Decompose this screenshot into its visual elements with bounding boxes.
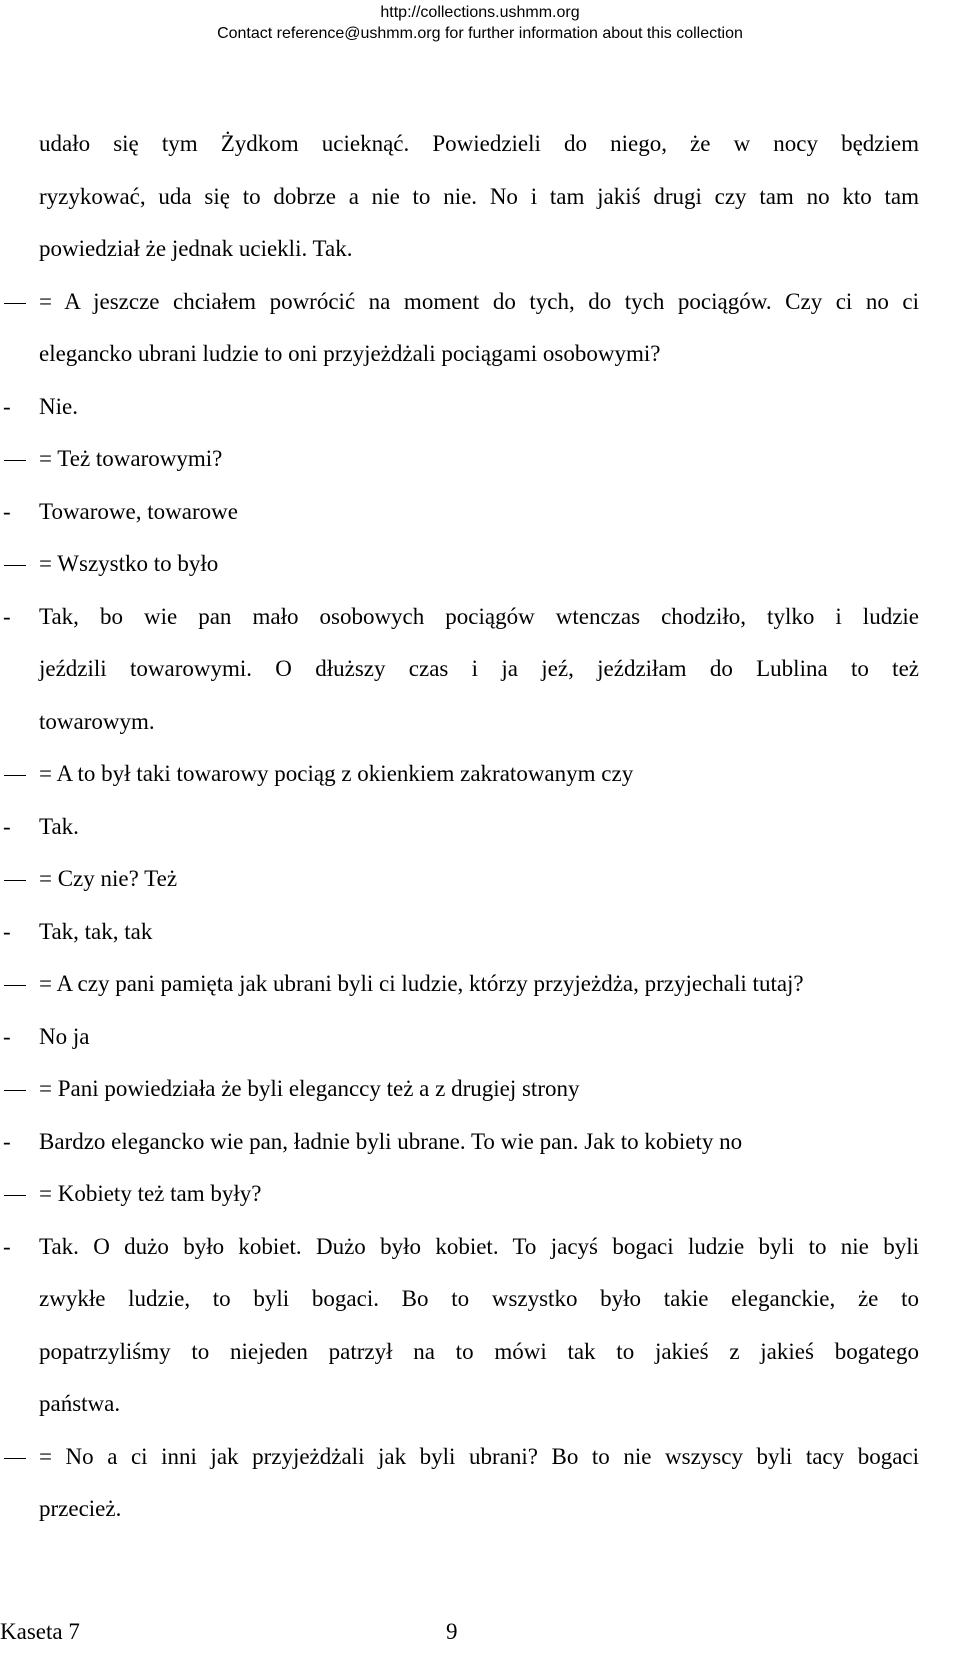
footer-tape-label: Kaseta 7 bbox=[0, 1619, 80, 1644]
transcript-line: zwykłe ludzie, to byli bogaci. Bo to wszystko było takie eleganckie, że to bbox=[39, 1286, 919, 1311]
transcript-line: Tak. O dużo było kobiet. Dużo było kobiet. To jacyś bogaci ludzie byli to nie byli bbox=[39, 1233, 919, 1259]
interviewer-question bbox=[39, 433, 919, 486]
transcript-line: Tak, bo wie pan mało osobowych pociągów wtenczas chodziło, tylko i ludzie bbox=[39, 603, 919, 629]
interviewer-question bbox=[39, 1168, 919, 1221]
transcript-line: = A jeszcze chciałem powrócić na moment do tych, do tych pociągów. Czy ci no ci bbox=[39, 288, 919, 314]
transcript-body bbox=[3, 118, 919, 1536]
transcript-line: jeździli towarowymi. O dłuższy czas i ja jeź, jeździłam do Lublina to też bbox=[39, 656, 919, 681]
witness-hyphen-marker: - bbox=[3, 813, 11, 839]
witness-answer bbox=[3, 801, 919, 854]
witness-answer bbox=[3, 1221, 919, 1431]
witness-hyphen-marker: - bbox=[3, 918, 11, 944]
transcript-line: = Pani powiedziała że byli eleganccy też a z drugiej strony bbox=[39, 1076, 580, 1101]
witness-answer bbox=[3, 1116, 919, 1169]
witness-hyphen-marker: - bbox=[3, 498, 11, 524]
header-contact: Contact reference@ushmm.org for further information about this collection bbox=[217, 25, 743, 42]
transcript-line: Nie. bbox=[39, 393, 78, 419]
witness-hyphen-marker: - bbox=[3, 1128, 11, 1154]
witness-hyphen-marker: - bbox=[3, 1233, 11, 1259]
transcript-line: = No a ci inni jak przyjeżdżali jak byli ubrani? Bo to nie wszyscy byli tacy bogaci bbox=[39, 1443, 919, 1469]
witness-hyphen-marker: - bbox=[3, 603, 11, 629]
transcript-line: Towarowe, towarowe bbox=[39, 498, 238, 524]
footer-page-number: 9 bbox=[446, 1619, 458, 1644]
transcript-line: ryzykować, uda się to dobrze a nie to nie. No i tam jakiś drugi czy tam no kto tam bbox=[39, 183, 919, 209]
interviewer-question bbox=[39, 538, 919, 591]
interviewer-question bbox=[39, 958, 919, 1011]
transcript-line: udało się tym Żydkom ucieknąć. Powiedzieli do niego, że w nocy będziem bbox=[39, 131, 919, 156]
witness-hyphen-marker: - bbox=[3, 393, 11, 419]
witness-answer bbox=[3, 1011, 919, 1064]
transcript-line: popatrzyliśmy to niejeden patrzył na to mówi tak to jakieś z jakieś bogatego bbox=[39, 1338, 919, 1364]
witness-hyphen-marker: - bbox=[3, 1023, 11, 1049]
witness-answer bbox=[3, 381, 919, 434]
transcript-line: przecież. bbox=[39, 1496, 122, 1521]
transcript-line: Tak, tak, tak bbox=[39, 918, 153, 944]
witness-answer bbox=[3, 591, 919, 749]
header-url: http://collections.ushmm.org bbox=[380, 4, 580, 21]
transcript-line: Bardzo elegancko wie pan, ładnie byli ubrane. To wie pan. Jak to kobiety no bbox=[39, 1128, 743, 1154]
transcript-line: = Wszystko to było bbox=[39, 551, 219, 576]
transcript-line: elegancko ubrani ludzie to oni przyjeżdżali pociągami osobowymi? bbox=[39, 341, 661, 366]
transcript-line: państwa. bbox=[39, 1391, 121, 1416]
transcript-paragraph bbox=[39, 118, 919, 276]
interviewer-question bbox=[39, 748, 919, 801]
transcript-line: towarowym. bbox=[39, 708, 155, 734]
transcript-line: No ja bbox=[39, 1023, 90, 1049]
witness-answer bbox=[3, 486, 919, 539]
transcript-line: = A czy pani pamięta jak ubrani byli ci ludzie, którzy przyjeżdża, przyjechali tutaj? bbox=[39, 971, 804, 996]
interviewer-question bbox=[39, 276, 919, 381]
transcript-line: = Też towarowymi? bbox=[39, 446, 223, 471]
interviewer-question bbox=[39, 853, 919, 906]
transcript-line: = Kobiety też tam były? bbox=[39, 1181, 262, 1206]
interviewer-question bbox=[39, 1063, 919, 1116]
page-header bbox=[0, 0, 960, 44]
transcript-line: = Czy nie? Też bbox=[39, 866, 178, 891]
transcript-line: = A to był taki towarowy pociąg z okienkiem zakratowanym czy bbox=[39, 761, 634, 786]
transcript-line: powiedział że jednak uciekli. Tak. bbox=[39, 236, 353, 261]
interviewer-question bbox=[39, 1431, 919, 1536]
witness-answer bbox=[3, 906, 919, 959]
transcript-line: Tak. bbox=[39, 813, 79, 839]
